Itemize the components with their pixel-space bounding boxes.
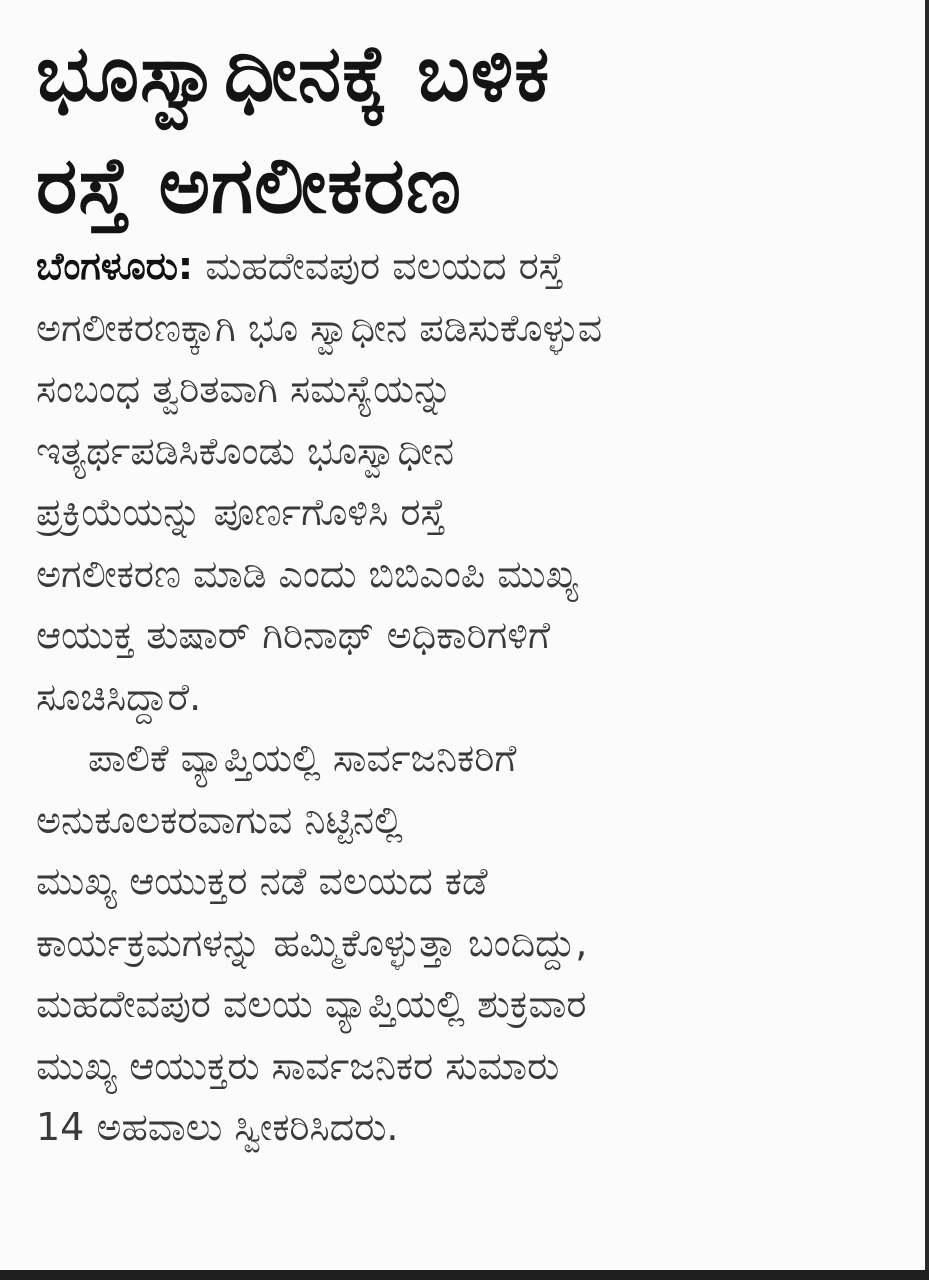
body-line: ಆಯುಕ್ತ ತುಷಾರ್ ಗಿರಿನಾಥ್ ಅಧಿಕಾರಿಗಳಿಗೆ bbox=[36, 613, 551, 657]
body-line: ಕಾರ್ಯಕ್ರಮಗಳನ್ನು ಹಮ್ಮಿಕೊಳ್ಳುತ್ತಾ ಬಂದಿದ್ದು, bbox=[36, 920, 588, 965]
body-line: ಮಹದೇವಪುರ ವಲಯ ವ್ಯಾಪ್ತಿಯಲ್ಲಿ ಶುಕ್ರವಾರ bbox=[36, 982, 587, 1026]
dateline: ಬೆಂಗಳೂರು: bbox=[36, 244, 194, 288]
body-line: ಪಾಲಿಕೆ ವ್ಯಾಪ್ತಿಯಲ್ಲಿ ಸಾರ್ವಜನಿಕರಿಗೆ bbox=[88, 736, 517, 780]
bottom-rule bbox=[0, 1270, 929, 1280]
article-body bbox=[36, 236, 896, 1159]
body-line: ಅನುಕೂಲಕರವಾಗುವ ನಿಟ್ಟಿನಲ್ಲಿ bbox=[36, 797, 403, 842]
body-line: ಸೂಚಿಸಿದ್ದಾರೆ. bbox=[36, 674, 202, 719]
body-line: ಇತ್ಯರ್ಥಪಡಿಸಿಕೊಂಡು ಭೂಸ್ವಾಧೀನ bbox=[36, 428, 455, 473]
body-line: ಪ್ರಕ್ರಿಯೆಯನ್ನು ಪೂರ್ಣಗೊಳಿಸಿ ರಸ್ತೆ bbox=[36, 490, 446, 534]
headline bbox=[36, 18, 896, 242]
body-line bbox=[36, 236, 896, 298]
body-line: ಅಗಲೀಕರಣ ಮಾಡಿ ಎಂದು ಬಿಬಿಎಂಪಿ ಮುಖ್ಯ bbox=[36, 551, 579, 596]
headline-line-2: ರಸ್ತೆ ಅಗಲೀಕರಣ bbox=[36, 141, 462, 231]
body-line-text: ಮಹದೇವಪುರ ವಲಯದ ರಸ್ತೆ bbox=[205, 244, 564, 288]
headline-line-1: ಭೂಸ್ವಾಧೀನಕ್ಕೆ ಬಳಿಕ bbox=[36, 29, 551, 119]
body-line: 14 ಅಹವಾಲು ಸ್ವೀಕರಿಸಿದರು. bbox=[36, 1105, 399, 1149]
body-line: ಮುಖ್ಯ ಆಯುಕ್ತರ ನಡೆ ವಲಯದ ಕಡೆ bbox=[36, 859, 488, 903]
body-line: ಸಂಬಂಧ ತ್ವರಿತವಾಗಿ ಸಮಸ್ಯೆಯನ್ನು bbox=[36, 367, 453, 411]
body-line: ಮುಖ್ಯ ಆಯುಕ್ತರು ಸಾರ್ವಜನಿಕರ ಸುಮಾರು bbox=[36, 1043, 560, 1088]
body-line: ಅಗಲೀಕರಣಕ್ಕಾಗಿ ಭೂ ಸ್ವಾಧೀನ ಪಡಿಸುಕೊಳ್ಳುವ bbox=[36, 305, 603, 350]
